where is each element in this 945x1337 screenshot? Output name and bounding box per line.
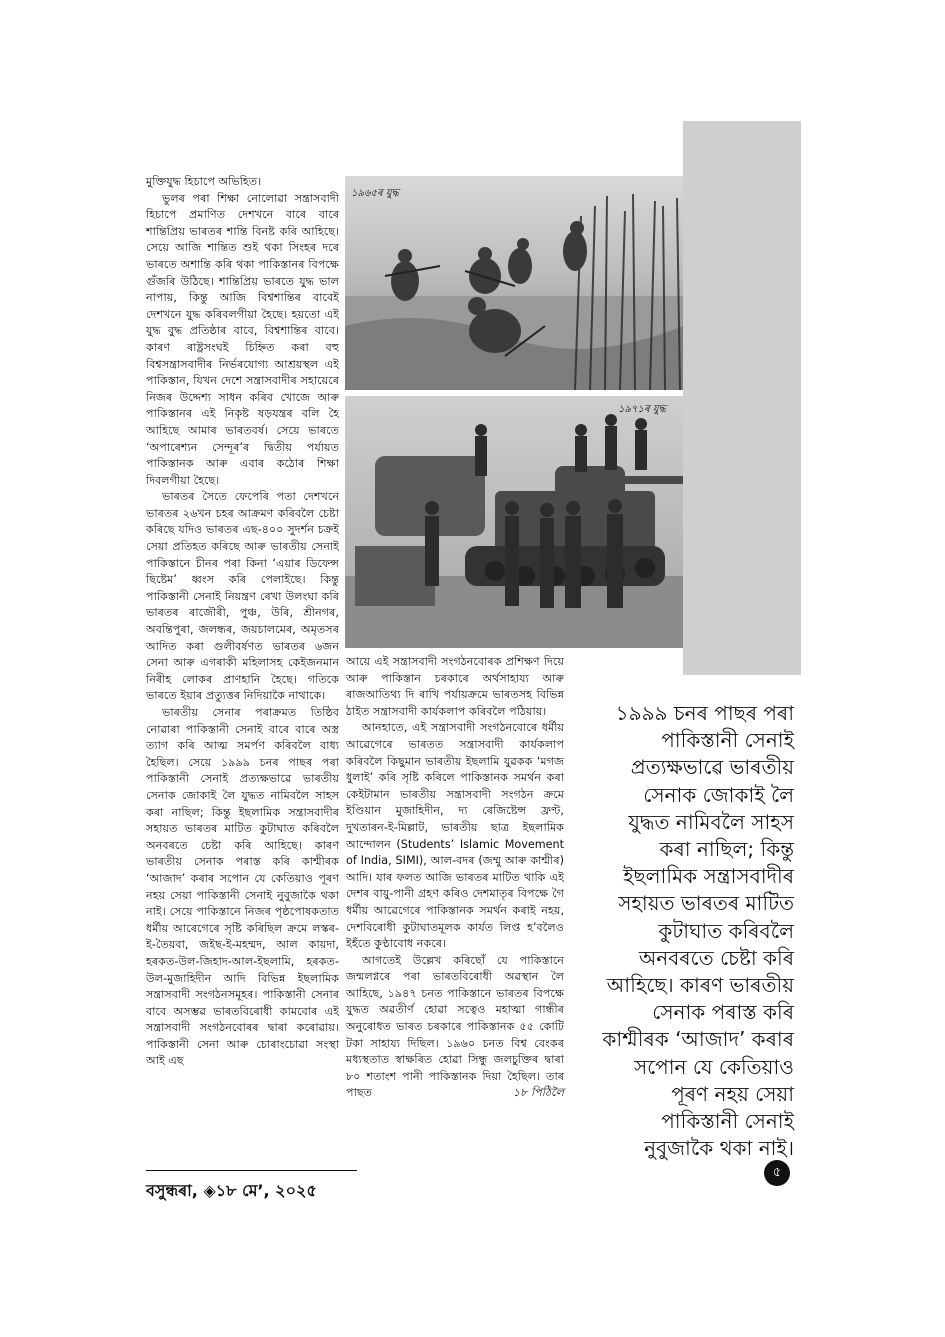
pull-quote-line: পাকিস্তানী সেনাই (661, 728, 794, 753)
pull-quote-line: প্ৰত্যক্ষভাৱে ভাৰতীয় (630, 755, 794, 780)
paragraph: আনহাতে, এই সন্ত্ৰাসবাদী সংগঠনবোৰে ধৰ্মীয় আৱেগেৰে ভাৰতত সন্ত্ৰাসবাদী কাৰ্যকলাপ কৰিবলৈ কিছুমান ভাৰতীয় ইছলামি যুৱকক ‘মগজ ধুলাই’ কৰি সৃষ্টি কৰিলে পাকিস্তানক সমৰ্থন কৰা কেইটামান ভাৰতীয় সন্ত্ৰাসবাদী সংগঠন ক্ৰমে ইণ্ডিয়ান মুজাহিদীন, দ্য ৰেজিষ্টেন্স ফ্ৰণ্ট, দুখতাৰন-ই-মিল্লাট, ভাৰতীয় ছাত্ৰ ইছলামিক আন্দোলন (Students’ Islamic Movement of India, SIMI), আল-বদৰ (জম্মু আৰু কাশ্মীৰ) আদি। যাৰ ফলত আজি ভাৰতৰ মাটিত থাকি এই দেশৰ বায়ু-পানী গ্ৰহণ কৰিও দেশমাতৃৰ বিপক্ষে গৈ ধৰ্মীয় আৱেগেৰে পাকিস্তানক সমৰ্থন কৰাই নহয়, দেশবিৰোধী কুটাঘাতমূলক কাৰ্যত লিপ্ত হ’বলৈও ইহঁতে কুণ্ঠাবোধ নকৰে। (346, 721, 564, 951)
paragraph: আয়ে এই সন্ত্ৰাসবাদী সংগঠনবোৰক প্ৰশিক্ষণ দিয়ে আৰু পাকিস্তান চৰকাৰে অৰ্থসাহায্য আৰু ৰাজআতিথ্য দি ৰাখি পৰ্যায়ক্ৰমে ভাৰতসহ বিভিন্ন ঠাইত সন্ত্ৰাসবাদী কাৰ্যকলাপ কৰিবলৈ পঠিয়ায়। (346, 655, 564, 718)
footer-rule (146, 1170, 357, 1171)
pull-quote-line: আহিছে। কাৰণ ভাৰতীয় (606, 973, 794, 998)
pull-quote-line: পাকিস্তানী সেনাই (661, 1109, 794, 1134)
paragraph: ভাৰতৰ সৈতে ফেপেৰি পতা দেশখনে ভাৰতৰ ২৬খন চহৰ আক্ৰমণ কৰিবলৈ চেষ্টা কৰিছে যদিও ভাৰতৰ এছ-৪০০ সুদৰ্শন চক্ৰই সেয়া প্ৰতিহত কৰিছে আৰু ভাৰতীয় সেনাই পাকিস্তানে চীনৰ পৰা কিনা ‘এয়াৰ ডিফেন্স ছিষ্টেম’ ধ্বংস কৰি পেলাইছে। কিন্তু পাকিস্তানী সেনাই নিয়ন্ত্ৰণ ৰেখা উলংঘা কৰি ভাৰতৰ ৰাজৌৰী, পুঞ্চ, উৰি, শ্ৰীনগৰ, অবন্তিপুৰা, জলন্ধৰ, জয়চালমেৰ, অমৃতসৰ আদিত কৰা গুলীবৰ্ষণত ভাৰতৰ ৬জন সেনা আৰু এগৰাকী মহিলাসহ কেইজনমান নিৰীহ লোকৰ প্ৰাণহানি হৈছে। গতিকে ভাৰতে ইয়াৰ প্ৰত্যুত্তৰ নিদিয়াকৈ নাথাকে। (146, 490, 339, 703)
photo-1965-war (345, 176, 683, 390)
pull-quote-line: কুটাঘাত কৰিবলৈ (658, 918, 794, 943)
pull-quote-line: সপোন যে কেতিয়াও (633, 1054, 794, 1079)
photo-caption-1965: ১৯৬৫ৰ যুদ্ধ (351, 188, 399, 199)
pull-quote-line: কৰা নাছিল; কিন্তু (659, 837, 794, 862)
paragraph: ভাৰতীয় সেনাৰ পৰাক্ৰমত তিষ্ঠিব নোৱাৰা পাকিস্তানী সেনাই বাৰে বাৰে অস্ত্ৰ ত্যাগ কৰি আত্ম সমৰ্পণ কৰিবলৈ বাধ্য হৈছিল। সেয়ে ১৯৯৯ চনৰ পাছৰ পৰা পাকিস্তানী সেনাই প্ৰত্যক্ষভাৱে ভাৰতীয় সেনাক জোকাই লৈ যুদ্ধত নামিবলৈ সাহস কৰা নাছিল; কিন্তু ইছলামিক সন্ত্ৰাসবাদীৰ সহায়ত ভাৰতৰ মাটিত কুটাঘাত কৰিবলৈ অনবৰতে চেষ্টা কৰি আহিছে। কাৰণ ভাৰতীয় সেনাক পৰাস্ত কৰি কাশ্মীৰক ‘আজাদ’ কৰাৰ সপোন যে কেতিয়াও পূৰণ নহয় সেয়া পাকিস্তানী সেনাই নুবুজাকৈ থকা নাই। সেয়ে পাকিস্তানে নিজৰ পৃষ্ঠপোষকতাত ধৰ্মীয় আৰেগেৰে সৃষ্টি কৰিছিল ক্ৰমে লস্কৰ-ই-তৈয়বা, জইছ-ই-মহম্মদ, আল কায়দা, হৰকত-উল-জিহাদ-আল-ইছলামি, হৰকত-উল-মুজাহিদীন আদি বিভিন্ন ইছলামিক সন্ত্ৰাসবাদী সংগঠনসমূহৰ। পাকিস্তানী সেনাৰ বাবে অসম্ভৱ ভাৰতবিৰোধী কামবোৰ এই সন্ত্ৰাসবাদী সংগঠনবোৰৰ দ্বাৰা কৰোৱায়। পাকিস্তানী সেনা আৰু চোৰাংচোৱা সংস্থা আই এছ (146, 706, 339, 1068)
photo-caption-1971: ১৯৭১ৰ যুদ্ধ (618, 404, 666, 415)
pull-quote-line: ১৯৯৯ চনৰ পাছৰ পৰা (615, 701, 794, 725)
pull-quote-line: নুবুজাকৈ থকা নাই। (644, 1136, 794, 1161)
gray-panel (683, 121, 801, 675)
continued-on-page: ১৮ পিঠিলৈ (512, 1086, 564, 1100)
pull-quote-line: সেনাক পৰাস্ত কৰি (652, 1000, 794, 1025)
paragraph: আগতেই উল্লেখ কৰিছোঁ যে পাকিস্তানে জন্মলগ্নৰে পৰা ভাৰতবিৰোধী অৱস্থান লৈ আহিছে, ১৯৪৭ চনত পাকিস্তানে ভাৰতৰ বিপক্ষে যুদ্ধত অৱতীৰ্ণ হোৱা সত্বেও মহাত্মা গান্ধীৰ অনুৰোধত ভাৰত চৰকাৰে পাকিস্তানক ৫৫ কোটি টকা সাহায্য দিছিল। ১৯৬০ চনত বিশ্ব বেংকৰ মধ্যস্থতাত স্বাক্ষৰিত হোৱা সিন্ধু জলচুক্তিৰ দ্বাৰা ৮০ শতাংশ পানী পাকিস্তানক দিয়া হৈছিল। তাৰ পাছত (346, 953, 564, 1100)
pull-quote-line: পূৰণ নহয় সেয়া (671, 1081, 794, 1106)
article-column-left (146, 174, 339, 1070)
pull-quote-line: কাশ্মীৰক ‘আজাদ’ কৰাৰ (602, 1027, 794, 1052)
pull-quote-line: সেনাক জোকাই লৈ (643, 782, 794, 807)
photo-1971-war (345, 396, 683, 648)
paragraph: ভুলৰ পৰা শিক্ষা নোলোৱা সন্ত্ৰাসবাদী হিচাপে প্ৰমাণিত দেশখনে বাৰে বাৰে শান্তিপ্ৰিয় ভাৰতৰ শান্তি বিনষ্ট কৰি আহিছে। সেয়ে আজি শান্তিত শুই থকা সিংহৰ দৰে ভাৰতে অশান্তি কৰি থকা পাকিস্তানৰ বিপক্ষে গুঁজৰি উঠিছে। শান্তিপ্ৰিয় ভাৰতে যুদ্ধ ভাল নাপায়, কিন্তু আজি বিশ্বশান্তিৰ বাবেই দেশখনে যুদ্ধ কৰিবলগীয়া হৈছে। হয়তো এই যুদ্ধ বুদ্ধ প্ৰতিষ্ঠাৰ বাবে, বিশ্বশান্তিৰ বাবে। কাৰণ ৰাষ্ট্ৰসংঘই চিহ্নিত কৰা বহু বিশ্বসন্ত্ৰাসবাদীৰ নিৰ্ভৰযোগ্য আশ্ৰয়স্থল এই পাকিস্তান, যিখন দেশে সন্ত্ৰাসবাদীৰ সহায়েৰে নিজৰ উদ্দেশ্য সাধন কৰিব খোজে আৰু পাকিস্তানৰ এই নিকৃষ্ট ষড়যন্ত্ৰৰ বলি হৈ আহিছে আমাৰ ভাৰতবৰ্ষ। সেয়ে ভাৰতে ‘অপাৰেশ্যন সেন্দূৰ’ৰ দ্বিতীয় পৰ্যায়ত পাকিস্তানক আৰু এবাৰ কঠোৰ শিক্ষা দিবলগীয়া হৈছে। (146, 191, 339, 487)
pull-quote-line: অনবৰতে চেষ্টা কৰি (638, 945, 794, 970)
pull-quote-line: যুদ্ধত নামিবলৈ সাহস (628, 809, 794, 834)
article-column-middle (346, 654, 564, 1102)
pull-quote-line: সহায়ত ভাৰতৰ মাটিত (618, 891, 794, 916)
pull-quote-line: ইছলামিক সন্ত্ৰাসবাদীৰ (623, 864, 794, 889)
paragraph: মুক্তিযুদ্ধ হিচাপে অভিহিত। (146, 175, 262, 188)
pull-quote (594, 700, 794, 1162)
publication-footer: বসুন্ধৰা, ◈১৮ মে’, ২০২৫ (146, 1181, 317, 1200)
page-number: ৫ (764, 1160, 790, 1186)
